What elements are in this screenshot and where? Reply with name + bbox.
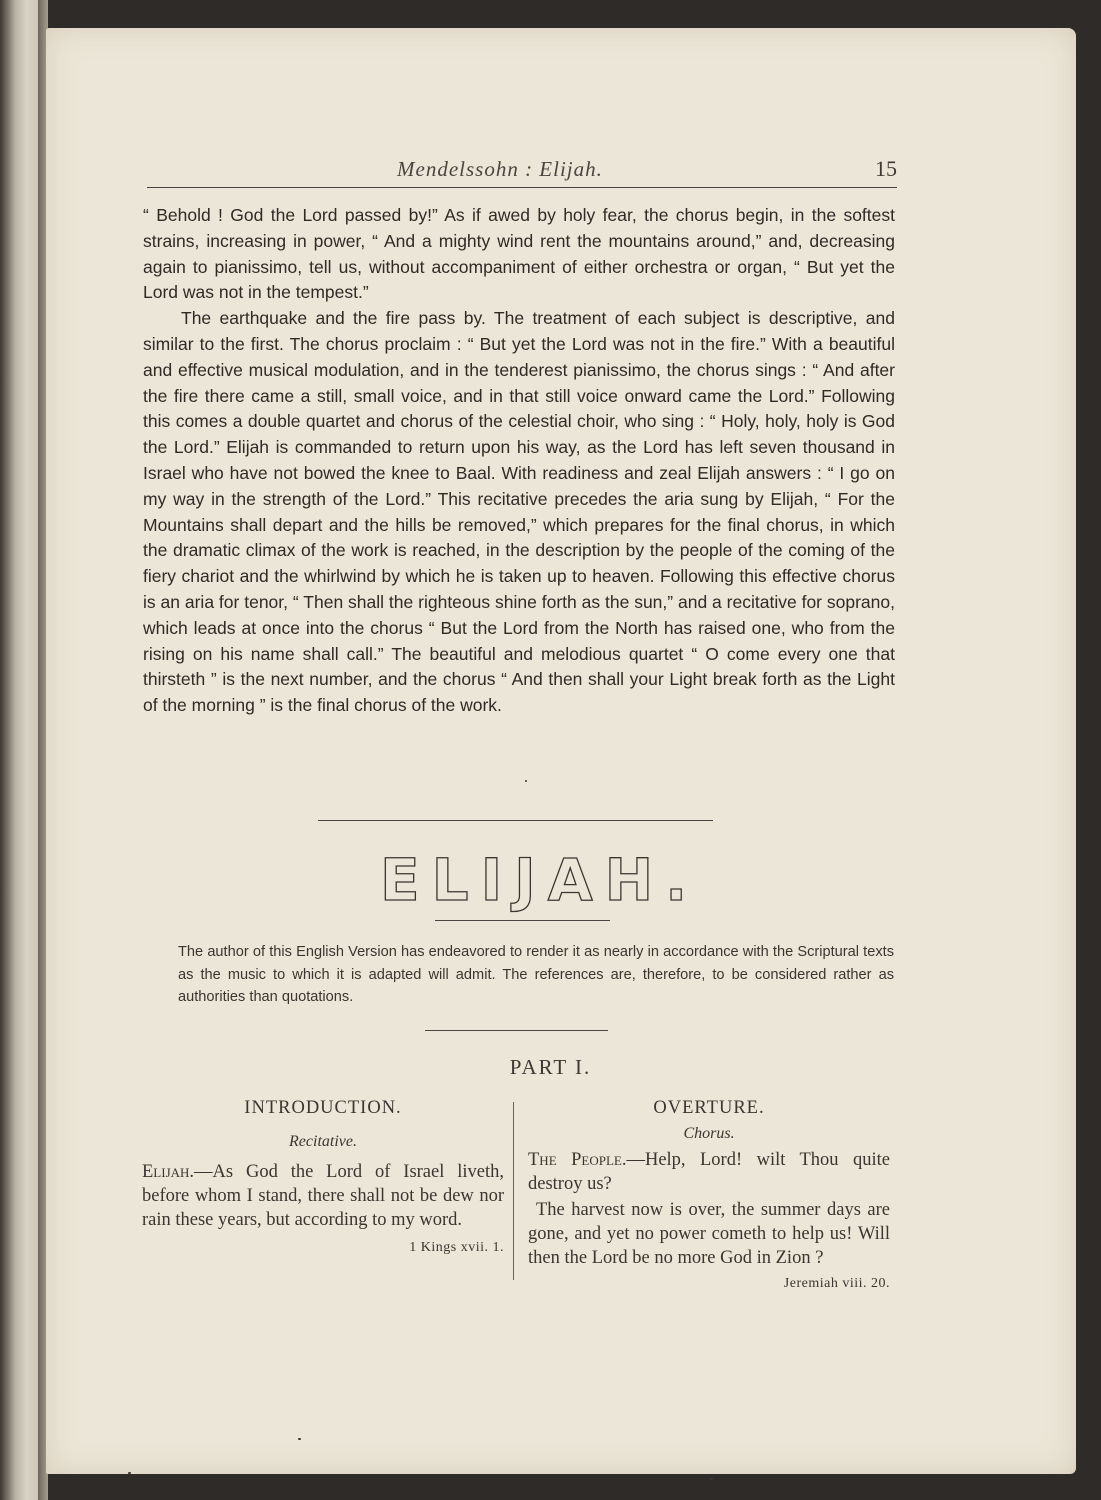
paper-speck — [710, 1478, 713, 1480]
title-underline — [435, 920, 610, 921]
chorus-text-1: —Help, Lord! wilt Thou quite destroy us? — [528, 1150, 890, 1194]
reference-jeremiah: Jeremiah viii. 20. — [783, 1276, 890, 1291]
part-heading: PART I. — [509, 1055, 592, 1079]
speaker-elijah: Elijah. — [142, 1162, 195, 1182]
column-divider — [513, 1102, 514, 1280]
recitative-label: Recitative. — [289, 1133, 357, 1150]
chorus-text-2: The harvest now is over, the summer days are gone, and yet no power cometh to help us! Will then the Lord be no more God in Zion ? — [528, 1200, 890, 1268]
recitative-text: —As God the Lord of Israel liveth, before whom I stand, there shall not be dew nor rain these years, but according to my word. — [142, 1162, 504, 1230]
running-title: Mendelssohn : Elijah. — [397, 157, 603, 181]
introduction-column — [142, 1096, 504, 1260]
people-chorus-line-2 — [528, 1198, 890, 1291]
page-number: 15 — [875, 156, 897, 181]
overture-column — [528, 1096, 890, 1296]
body-text — [143, 203, 895, 719]
page-header — [147, 157, 897, 187]
introduction-heading: INTRODUCTION. — [244, 1098, 402, 1118]
paper-speck — [128, 1472, 131, 1474]
overture-heading: OVERTURE. — [653, 1098, 765, 1118]
people-chorus-line-1 — [528, 1148, 890, 1196]
elijah-title — [380, 845, 700, 914]
translator-note: The author of this English Version has endeavored to render it as nearly in accordance with the Scriptural texts as the music to which it is adapted will admit. The references are, therefore, to be considered rather as authorities than quotations. — [178, 944, 894, 1005]
speaker-the-people: The People. — [528, 1150, 627, 1170]
body-paragraph-2: The earthquake and the fire pass by. The treatment of each subject is descriptive, and similar to the first. The chorus proclaim : “ But yet the Lord was not in the fire.” With a beautiful and effective musical modulation, and in the tenderest pianissimo, the chorus sings : “ And after the fire there came a still, small voice, and in that still voice onward came the Lord.” Following this comes a double quartet and chorus of the celestial choir, who sing : “ Holy, holy, holy is God the Lord.” Elijah is commanded to return upon his way, as the Lord has left seven thousand in Israel who have not bowed the knee to Baal. With readiness and zeal Elijah answers : “ I go on my way in the strength of the Lord.” This recitative precedes the aria sung by Elijah, “ For the Mountains shall depart and the hills be removed,” which prepares for the final chorus, in which the dramatic climax of the work is reached, in the description by the people of the coming of the fiery chariot and the whirlwind by which he is taken up to heaven. Following this effective chorus is an aria for tenor, “ Then shall the righteous shine forth as the sun,” and a recitative for soprano, which leads at once into the chorus “ But the Lord from the North has raised one, who from the rising on his name shall call.” The beautiful and melodious quartet “ O come every one that thirsteth ” is the next number, and the chorus “ And then shall your Light break forth as the Light of the morning ” is the final chorus of the work. — [143, 308, 895, 716]
chorus-label: Chorus. — [683, 1125, 735, 1142]
note-divider — [425, 1030, 608, 1031]
paper-speck — [525, 780, 527, 782]
paper-speck — [298, 1438, 301, 1440]
body-paragraph-1: “ Behold ! God the Lord passed by!” As if awed by holy fear, the chorus begin, in the softest strains, increasing in power, “ And a mighty wind rent the mountains around,” and, decreasing again to pianissimo, tell us, without accompaniment of either orchestra or organ, “ But yet the Lord was not in the tempest.” — [143, 205, 895, 303]
elijah-title-text: ELIJAH. — [380, 846, 700, 914]
header-rule — [147, 187, 897, 188]
section-divider — [318, 820, 713, 821]
elijah-recitative — [142, 1160, 504, 1232]
reference-kings: 1 Kings xvii. 1. — [409, 1240, 504, 1255]
